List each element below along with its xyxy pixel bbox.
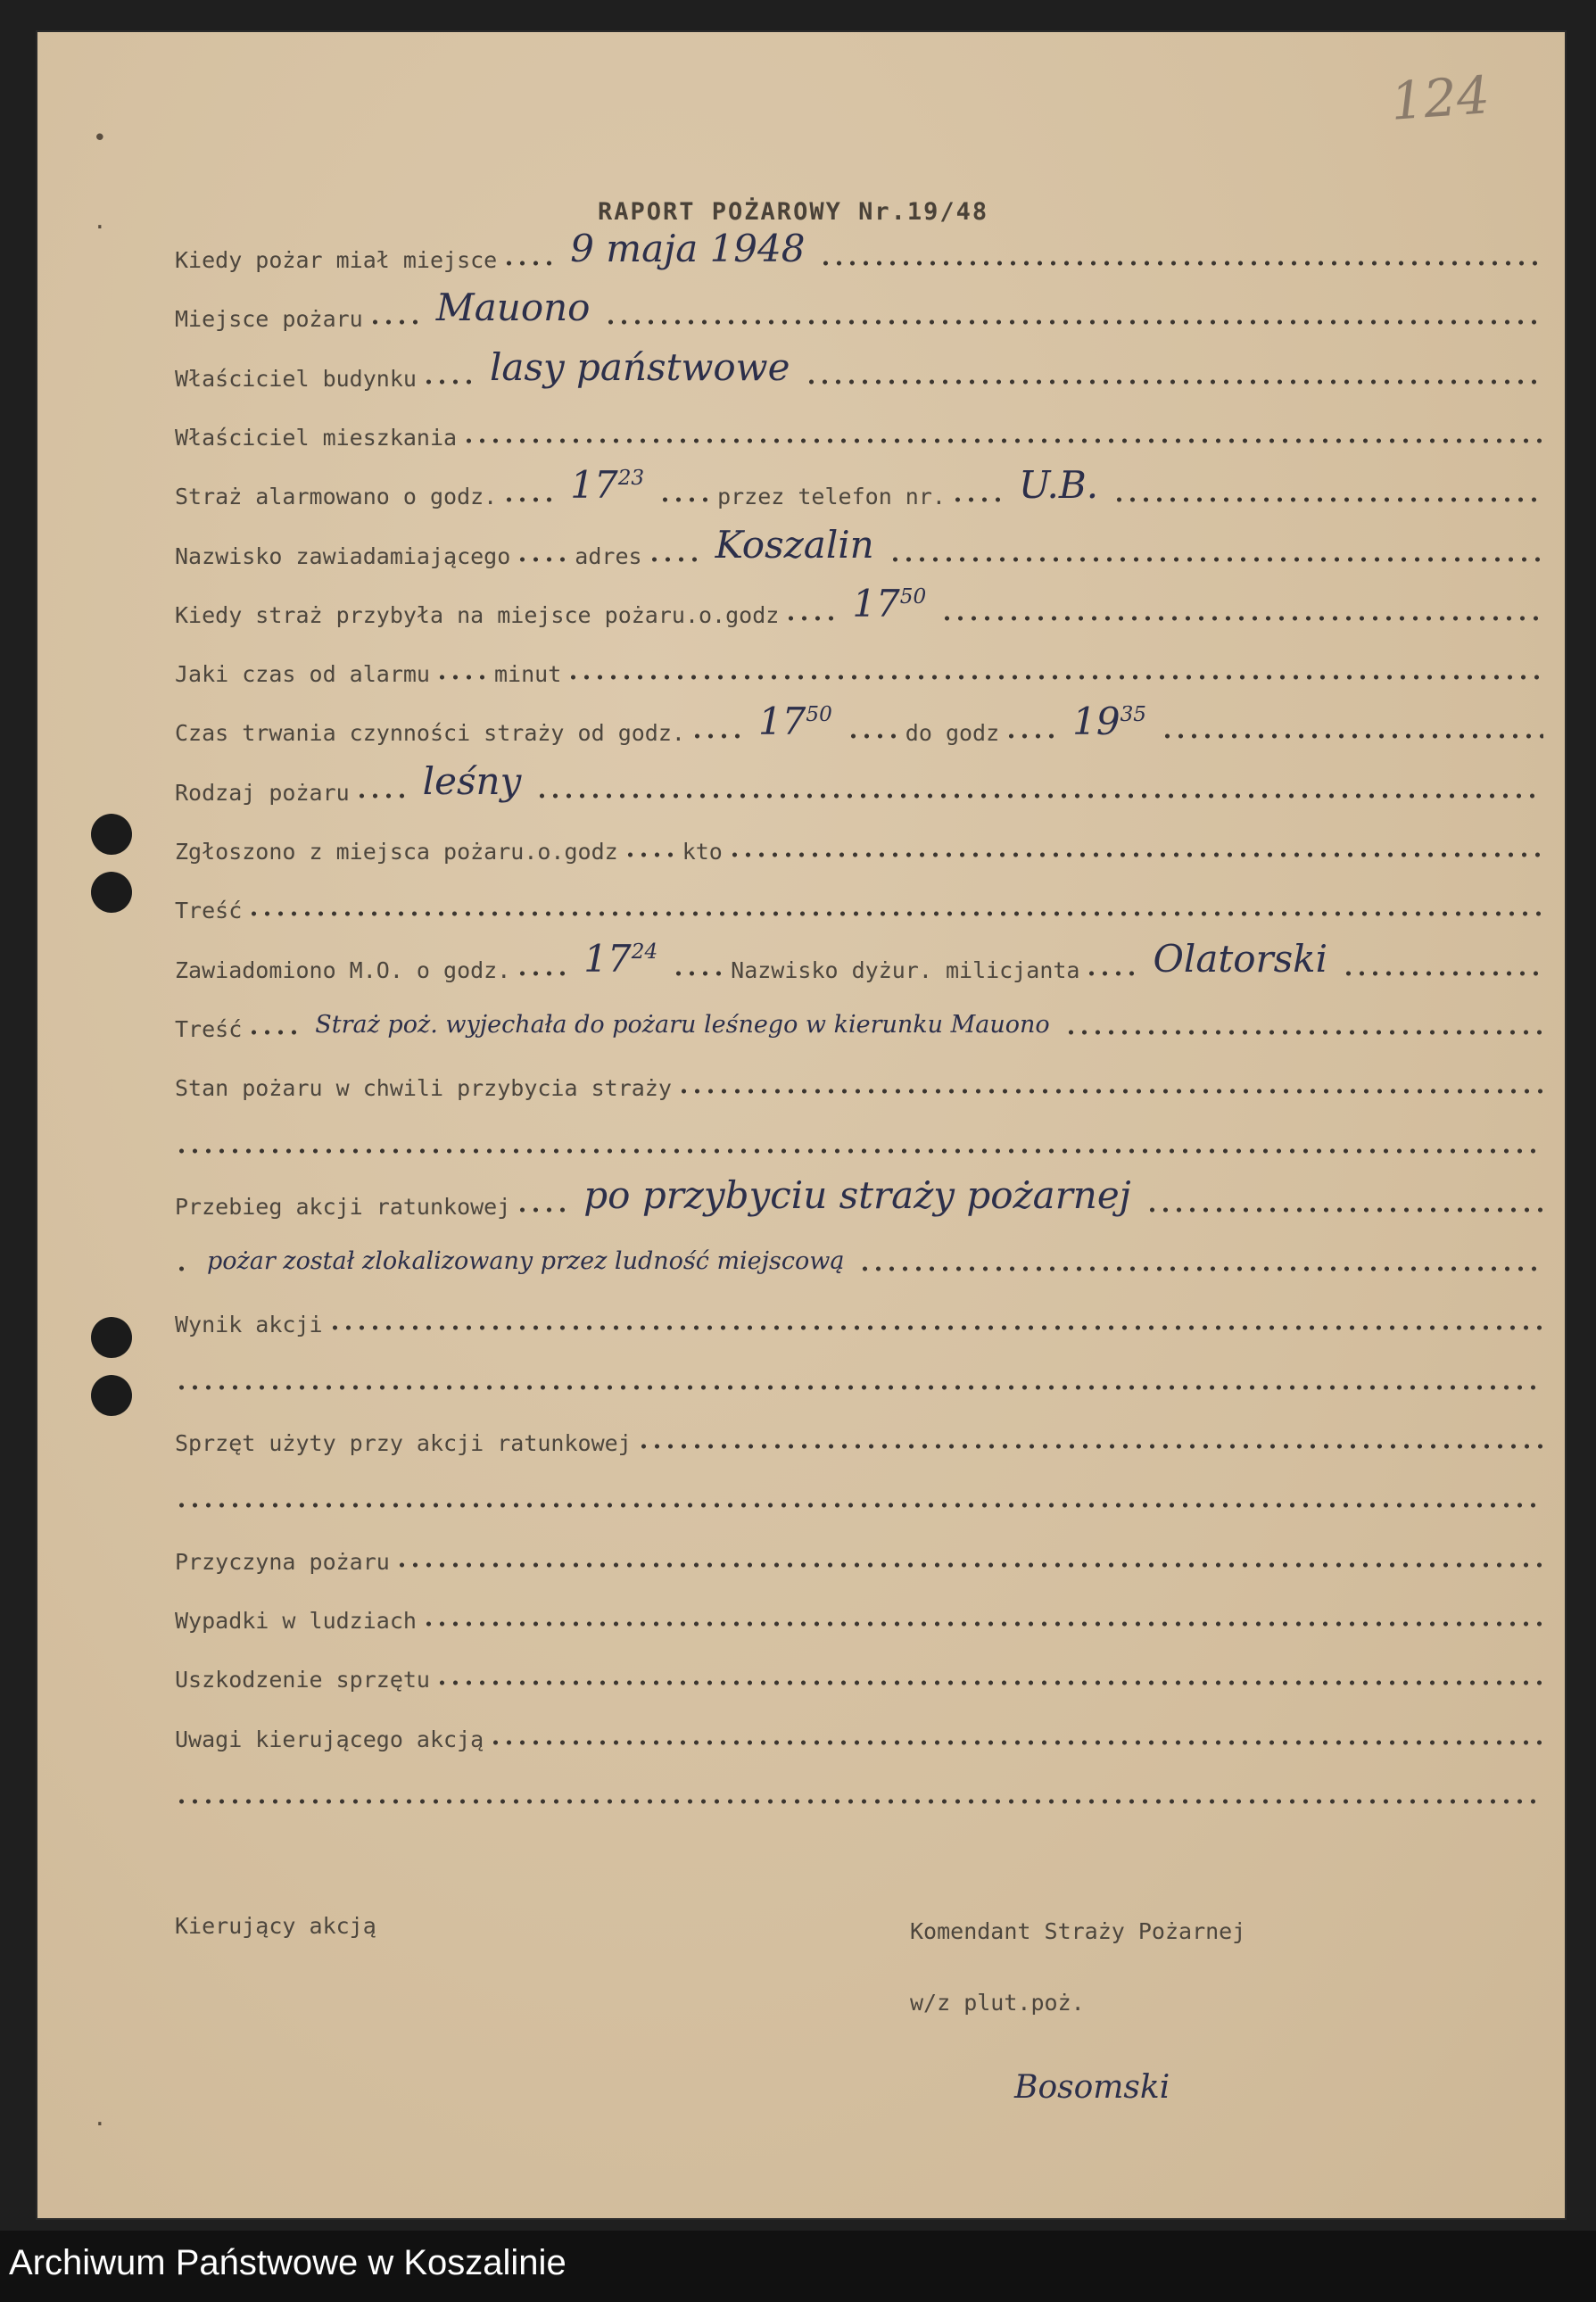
dotted-fill-line — [951, 495, 1005, 504]
handwritten-entry — [843, 582, 935, 625]
handwritten-entry — [306, 1013, 1058, 1037]
form-line — [175, 1768, 1549, 1811]
field-label: Sprzęt użyty przy akcji ratunkowej — [175, 1430, 632, 1456]
form-line — [175, 1173, 1549, 1220]
field-label: minut — [493, 661, 562, 687]
archive-footer — [0, 2231, 1596, 2302]
dotted-fill-line — [1085, 969, 1138, 978]
form-line — [175, 1354, 1549, 1397]
handwritten-entry-text: lasy państwowe — [489, 345, 790, 389]
dotted-fill-line — [435, 673, 489, 682]
handwritten-entry-text: Mauono — [435, 286, 591, 329]
form-line — [175, 759, 1549, 806]
punch-hole — [91, 814, 132, 855]
handwritten-entry — [481, 345, 799, 389]
form-line — [175, 1295, 1549, 1337]
form-line — [175, 286, 1549, 332]
dotted-fill-line — [395, 1561, 1543, 1569]
form-line — [175, 345, 1549, 392]
field-label: Właściciel budynku — [175, 366, 417, 392]
handwritten-entry-text: U.B. — [1018, 463, 1099, 507]
field-label: Uwagi kierującego akcją — [175, 1726, 484, 1752]
dotted-fill-line — [435, 1678, 1543, 1687]
handwritten-entry — [1010, 463, 1107, 507]
dotted-fill-line — [1005, 732, 1058, 741]
handwritten-entry — [1063, 700, 1155, 743]
dotted-fill-line — [422, 377, 475, 386]
handwritten-entry — [575, 1173, 1139, 1217]
form-line — [175, 1058, 1549, 1101]
handwritten-entry-text: Koszalin — [715, 523, 874, 567]
form-line — [175, 523, 1549, 569]
field-label: Stan pożaru w chwili przybycia straży — [175, 1075, 672, 1101]
field-label: Kiedy pożar miał miejsce — [175, 247, 498, 273]
field-label: Właściciel mieszkania — [175, 425, 458, 451]
dotted-fill-line — [175, 1383, 1543, 1392]
form-line — [175, 822, 1549, 865]
form-line — [175, 881, 1549, 923]
form-line — [175, 408, 1549, 451]
dotted-fill-line — [355, 791, 409, 800]
dotted-fill-line — [1064, 1028, 1543, 1037]
field-label: Przyczyna pożaru — [175, 1549, 390, 1575]
dotted-fill-line — [328, 1323, 1543, 1332]
dotted-fill-line — [805, 377, 1544, 386]
dotted-fill-line — [648, 555, 701, 564]
paper-speck: · — [93, 214, 107, 241]
dotted-fill-line — [175, 1147, 1543, 1155]
handwritten-entry — [427, 286, 600, 329]
form-line — [175, 1236, 1549, 1279]
handwritten-entry-text: Straż poż. wyjechała do pożaru leśnego w kierunku Mauono — [315, 1011, 1050, 1039]
handwritten-entry-minutes: 50 — [806, 703, 832, 726]
dotted-fill-line — [175, 1501, 1543, 1510]
dotted-fill-line — [940, 614, 1543, 623]
dotted-fill-line — [672, 969, 725, 978]
field-label: Nazwisko zawiadamiającego — [175, 543, 511, 569]
handwritten-entry-text: 19 — [1072, 700, 1121, 743]
field-label: Zawiadomiono M.O. o godz. — [175, 957, 511, 983]
handwritten-entry — [561, 463, 653, 507]
handwritten-entry-minutes: 50 — [899, 585, 927, 609]
dotted-fill-line — [624, 850, 677, 859]
dotted-fill-line — [784, 614, 838, 623]
field-label: Czas trwania czynności straży od godz. — [175, 720, 685, 746]
field-label: Przebieg akcji ratunkowej — [175, 1194, 511, 1220]
paper-speck: · — [93, 2111, 107, 2138]
paper-speck: • — [93, 125, 107, 152]
dotted-fill-line — [516, 1205, 569, 1214]
dotted-fill-line — [368, 318, 422, 327]
dotted-fill-line — [858, 1264, 1543, 1273]
handwritten-entry-text: 17 — [570, 463, 618, 507]
field-label: Uszkodzenie sprzętu — [175, 1667, 430, 1693]
form-line — [175, 463, 1549, 509]
dotted-fill-line — [677, 1087, 1543, 1096]
field-label: Zgłoszono z miejsca pożaru.o.godz — [175, 839, 618, 865]
field-label: przez telefon nr. — [717, 484, 946, 509]
dotted-fill-line — [247, 909, 1543, 918]
signature-label-left: Kierujący akcją — [175, 1913, 376, 1939]
dotted-fill-line — [658, 495, 712, 504]
dotted-fill-line — [175, 1797, 1543, 1806]
dotted-fill-line — [535, 791, 1543, 800]
field-label: Treść — [175, 1016, 243, 1042]
handwritten-entry-text: 17 — [757, 700, 806, 743]
dotted-fill-line — [889, 555, 1543, 564]
form-line — [175, 1591, 1549, 1634]
handwritten-entry — [575, 937, 666, 981]
dotted-fill-line — [502, 259, 556, 268]
dotted-fill-line — [819, 259, 1543, 268]
handwritten-entry-text: 9 maja 1948 — [570, 227, 806, 270]
form-line — [175, 1650, 1549, 1693]
form-line — [175, 999, 1549, 1042]
form-line — [175, 700, 1549, 746]
dotted-fill-line — [1342, 969, 1543, 978]
form-line — [175, 227, 1549, 273]
dotted-fill-line — [1161, 732, 1543, 741]
form-line — [175, 1472, 1549, 1515]
dotted-fill-line — [690, 732, 744, 741]
handwritten-entry-minutes: 23 — [617, 467, 645, 490]
handwritten-entry — [414, 759, 531, 803]
field-label: Rodzaj pożaru — [175, 780, 350, 806]
dotted-fill-line — [637, 1442, 1543, 1451]
footer-archive-name: Archiwum Państwowe w Koszalinie — [9, 2243, 566, 2282]
archive-page-number: 124 — [1389, 64, 1493, 132]
punch-hole — [91, 1375, 132, 1416]
field-label: kto — [682, 839, 723, 865]
dotted-fill-line — [728, 850, 1543, 859]
signature-rank-right: w/z plut.poż. — [910, 1990, 1085, 2016]
dotted-fill-line — [847, 732, 900, 741]
dotted-fill-line — [516, 555, 569, 564]
handwritten-entry — [749, 700, 841, 743]
dotted-fill-line — [175, 1264, 193, 1273]
form-line — [175, 937, 1549, 983]
handwritten-entry-text: leśny — [422, 759, 522, 803]
dotted-fill-line — [566, 673, 1543, 682]
field-label: Nazwisko dyżur. milicjanta — [731, 957, 1080, 983]
dotted-fill-line — [489, 1738, 1543, 1747]
field-label: Wynik akcji — [175, 1312, 323, 1337]
signature-title-right: Komendant Straży Pożarnej — [910, 1918, 1246, 1944]
handwritten-entry-text: 17 — [583, 937, 632, 981]
dotted-fill-line — [1145, 1205, 1543, 1214]
dotted-fill-line — [422, 1619, 1543, 1628]
handwritten-entry-minutes: 35 — [1120, 703, 1146, 726]
field-label: Straż alarmowano o godz. — [175, 484, 498, 509]
form-line — [175, 1532, 1549, 1575]
field-label: Kiedy straż przybyła na miejsce pożaru.o.godz — [175, 602, 780, 628]
dotted-fill-line — [1112, 495, 1543, 504]
field-label: Miejsce pożaru — [175, 306, 363, 332]
form-line — [175, 1118, 1549, 1161]
form-line — [175, 1413, 1549, 1456]
form-line — [175, 582, 1549, 628]
field-label: do godz — [905, 720, 1000, 746]
field-label: adres — [575, 543, 642, 569]
handwritten-entry — [1144, 937, 1336, 981]
handwritten-signature: Bosomski — [1014, 2069, 1170, 2106]
document-page — [37, 32, 1565, 2218]
dotted-fill-line — [462, 436, 1543, 445]
dotted-fill-line — [247, 1028, 301, 1037]
handwritten-entry — [198, 1249, 853, 1273]
punch-hole — [91, 872, 132, 913]
handwritten-entry-text: pożar został zlokalizowany przez ludność miejscową — [207, 1247, 845, 1275]
handwritten-entry — [707, 523, 883, 567]
report-title: RAPORT POŻAROWY Nr.19/48 — [598, 198, 989, 226]
field-label: Treść — [175, 898, 243, 923]
field-label: Wypadki w ludziach — [175, 1608, 417, 1634]
form-line — [175, 1710, 1549, 1752]
punch-hole — [91, 1317, 132, 1358]
dotted-fill-line — [604, 318, 1543, 327]
handwritten-entry-minutes: 24 — [631, 940, 658, 964]
handwritten-entry — [561, 227, 814, 270]
handwritten-entry-text: po przybyciu straży pożarnej — [583, 1173, 1131, 1217]
field-label: Jaki czas od alarmu — [175, 661, 430, 687]
dotted-fill-line — [516, 969, 569, 978]
handwritten-entry-text: 17 — [852, 582, 900, 625]
dotted-fill-line — [502, 495, 556, 504]
handwritten-entry-text: Olatorski — [1153, 937, 1328, 981]
form-line — [175, 644, 1549, 687]
